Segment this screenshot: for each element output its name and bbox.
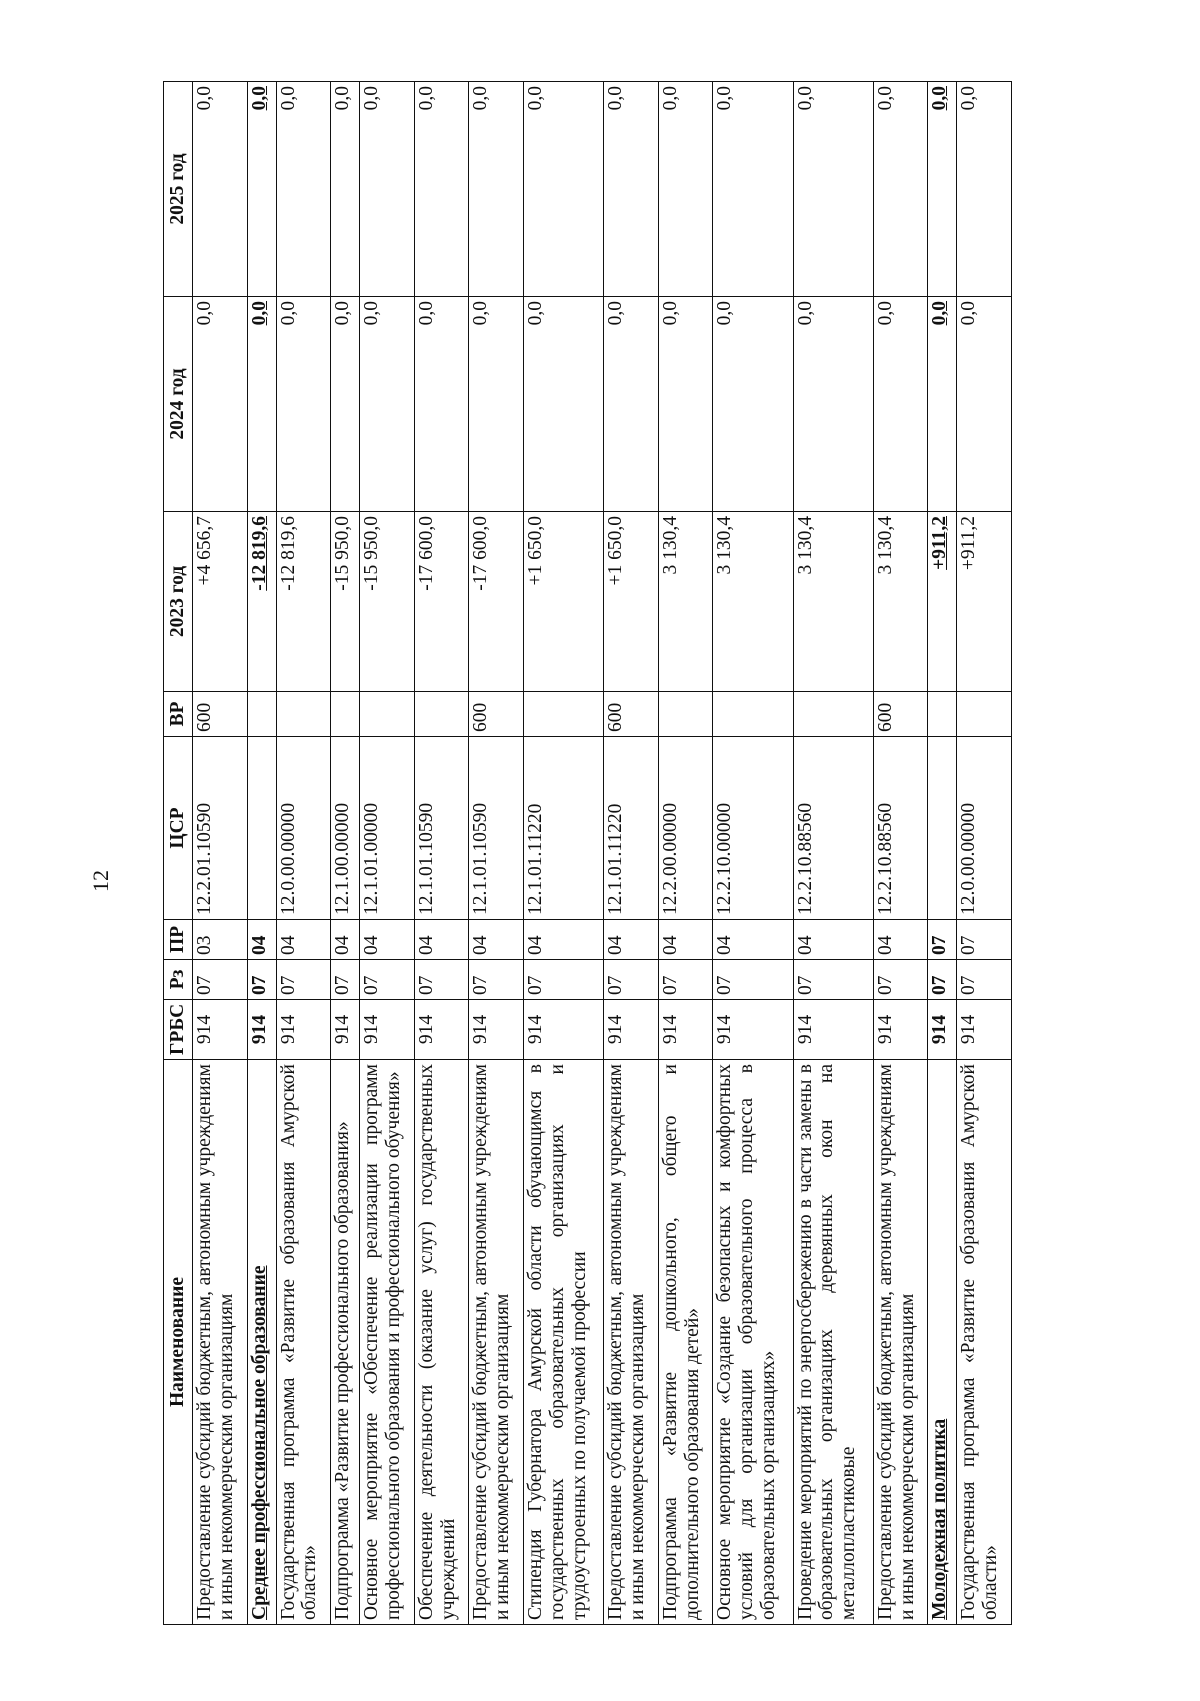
cell-grbs: 914 xyxy=(713,1000,793,1060)
table-row xyxy=(247,82,276,1625)
cell-rz: 07 xyxy=(193,960,248,1000)
cell-name: Молодежная политика xyxy=(928,1060,957,1625)
cell-2023: +1 650,0 xyxy=(604,512,659,692)
cell-2023: 3 130,4 xyxy=(713,512,793,692)
cell-vr: 600 xyxy=(604,692,659,737)
cell-pr: 03 xyxy=(193,920,248,960)
cell-rz: 07 xyxy=(469,960,524,1000)
cell-rz: 07 xyxy=(414,960,469,1000)
cell-2024: 0,0 xyxy=(247,297,276,512)
cell-2025: 0,0 xyxy=(414,82,469,297)
cell-name: Государственная программа «Развитие образования Амурской области» xyxy=(957,1060,1012,1625)
cell-2025: 0,0 xyxy=(469,82,524,297)
header-row xyxy=(164,82,193,1625)
header-2023: 2023 год xyxy=(164,512,193,692)
page-number: 12 xyxy=(88,870,113,892)
cell-csr: 12.1.01.10590 xyxy=(469,737,524,920)
cell-pr: 07 xyxy=(928,920,957,960)
table-row xyxy=(957,82,1012,1625)
cell-2024: 0,0 xyxy=(873,297,928,512)
table-row xyxy=(604,82,659,1625)
cell-vr xyxy=(276,692,331,737)
cell-csr: 12.1.00.00000 xyxy=(331,737,360,920)
cell-2024: 0,0 xyxy=(713,297,793,512)
cell-2023: 3 130,4 xyxy=(873,512,928,692)
header-grbs: ГРБС xyxy=(164,1000,193,1060)
header-2025: 2025 год xyxy=(164,82,193,297)
cell-grbs: 914 xyxy=(276,1000,331,1060)
cell-grbs: 914 xyxy=(957,1000,1012,1060)
cell-csr: 12.1.01.00000 xyxy=(360,737,415,920)
cell-2025: 0,0 xyxy=(247,82,276,297)
cell-name: Обеспечение деятельности (оказание услуг) государственных учреждений xyxy=(414,1060,469,1625)
cell-csr: 12.2.10.00000 xyxy=(713,737,793,920)
cell-grbs: 914 xyxy=(873,1000,928,1060)
cell-pr: 04 xyxy=(793,920,873,960)
cell-vr xyxy=(360,692,415,737)
cell-pr: 04 xyxy=(247,920,276,960)
cell-vr: 600 xyxy=(469,692,524,737)
cell-csr: 12.0.00.00000 xyxy=(957,737,1012,920)
cell-2024: 0,0 xyxy=(524,297,604,512)
cell-2023: -17 600,0 xyxy=(469,512,524,692)
cell-2025: 0,0 xyxy=(524,82,604,297)
cell-csr: 12.0.00.00000 xyxy=(276,737,331,920)
cell-2024: 0,0 xyxy=(793,297,873,512)
cell-2023: +911,2 xyxy=(957,512,1012,692)
cell-2025: 0,0 xyxy=(276,82,331,297)
cell-name: Предоставление субсидий бюджетным, автономным учреждениям и иным некоммерческим организациям xyxy=(604,1060,659,1625)
cell-name: Подпрограмма «Развитие профессионального образования» xyxy=(331,1060,360,1625)
cell-vr xyxy=(414,692,469,737)
cell-name: Предоставление субсидий бюджетным, автономным учреждениям и иным некоммерческим организациям xyxy=(193,1060,248,1625)
cell-2025: 0,0 xyxy=(658,82,713,297)
table-row xyxy=(873,82,928,1625)
table-row xyxy=(524,82,604,1625)
cell-name: Предоставление субсидий бюджетным, автономным учреждениям и иным некоммерческим организациям xyxy=(469,1060,524,1625)
cell-2024: 0,0 xyxy=(658,297,713,512)
cell-pr: 04 xyxy=(469,920,524,960)
header-csr: ЦСР xyxy=(164,737,193,920)
table-row xyxy=(360,82,415,1625)
cell-csr xyxy=(928,737,957,920)
cell-rz: 07 xyxy=(928,960,957,1000)
cell-csr: 12.2.01.10590 xyxy=(193,737,248,920)
cell-2024: 0,0 xyxy=(928,297,957,512)
cell-pr: 04 xyxy=(658,920,713,960)
cell-2023: -15 950,0 xyxy=(360,512,415,692)
cell-2024: 0,0 xyxy=(414,297,469,512)
cell-grbs: 914 xyxy=(658,1000,713,1060)
cell-grbs: 914 xyxy=(928,1000,957,1060)
cell-2024: 0,0 xyxy=(469,297,524,512)
cell-vr xyxy=(793,692,873,737)
cell-rz: 07 xyxy=(524,960,604,1000)
cell-grbs: 914 xyxy=(414,1000,469,1060)
cell-2025: 0,0 xyxy=(873,82,928,297)
cell-2025: 0,0 xyxy=(360,82,415,297)
cell-2025: 0,0 xyxy=(928,82,957,297)
cell-2023: -17 600,0 xyxy=(414,512,469,692)
cell-2024: 0,0 xyxy=(957,297,1012,512)
table-row xyxy=(713,82,793,1625)
cell-name: Основное мероприятие «Обеспечение реализации программ профессионального образования и профессионального обучения» xyxy=(360,1060,415,1625)
cell-2023: -12 819,6 xyxy=(276,512,331,692)
cell-pr: 04 xyxy=(604,920,659,960)
header-pr: ПР xyxy=(164,920,193,960)
cell-pr: 07 xyxy=(957,920,1012,960)
cell-name: Проведение мероприятий по энергосбережению в части замены в образовательных организациях деревянных окон на металлопластиковые xyxy=(793,1060,873,1625)
cell-vr xyxy=(713,692,793,737)
cell-2024: 0,0 xyxy=(276,297,331,512)
cell-grbs: 914 xyxy=(331,1000,360,1060)
cell-csr: 12.1.01.10590 xyxy=(414,737,469,920)
cell-rz: 07 xyxy=(276,960,331,1000)
cell-vr xyxy=(247,692,276,737)
cell-rz: 07 xyxy=(873,960,928,1000)
cell-rz: 07 xyxy=(713,960,793,1000)
cell-2025: 0,0 xyxy=(331,82,360,297)
cell-2023: +1 650,0 xyxy=(524,512,604,692)
cell-name: Государственная программа «Развитие образования Амурской области» xyxy=(276,1060,331,1625)
cell-grbs: 914 xyxy=(524,1000,604,1060)
cell-pr: 04 xyxy=(331,920,360,960)
cell-2023: +911,2 xyxy=(928,512,957,692)
cell-vr xyxy=(524,692,604,737)
cell-name: Предоставление субсидий бюджетным, автономным учреждениям и иным некоммерческим организациям xyxy=(873,1060,928,1625)
header-2024: 2024 год xyxy=(164,297,193,512)
cell-rz: 07 xyxy=(360,960,415,1000)
table-row xyxy=(414,82,469,1625)
cell-vr xyxy=(658,692,713,737)
cell-csr: 12.2.00.00000 xyxy=(658,737,713,920)
cell-name: Среднее профессиональное образование xyxy=(247,1060,276,1625)
cell-vr: 600 xyxy=(193,692,248,737)
cell-pr: 04 xyxy=(873,920,928,960)
header-vr: ВР xyxy=(164,692,193,737)
cell-vr xyxy=(957,692,1012,737)
cell-2024: 0,0 xyxy=(331,297,360,512)
table-row xyxy=(928,82,957,1625)
cell-pr: 04 xyxy=(524,920,604,960)
cell-rz: 07 xyxy=(793,960,873,1000)
cell-csr xyxy=(247,737,276,920)
cell-grbs: 914 xyxy=(469,1000,524,1060)
cell-2023: +4 656,7 xyxy=(193,512,248,692)
header-name: Наименование xyxy=(164,1060,193,1625)
cell-pr: 04 xyxy=(276,920,331,960)
cell-rz: 07 xyxy=(658,960,713,1000)
cell-vr: 600 xyxy=(873,692,928,737)
cell-csr: 12.2.10.88560 xyxy=(873,737,928,920)
table-row xyxy=(193,82,248,1625)
cell-pr: 04 xyxy=(713,920,793,960)
cell-vr xyxy=(928,692,957,737)
cell-csr: 12.1.01.11220 xyxy=(604,737,659,920)
cell-grbs: 914 xyxy=(247,1000,276,1060)
cell-vr xyxy=(331,692,360,737)
cell-2023: 3 130,4 xyxy=(793,512,873,692)
table-row xyxy=(276,82,331,1625)
cell-name: Основное мероприятие «Создание безопасных и комфортных условий для организации образовательного процесса в образовательных организациях» xyxy=(713,1060,793,1625)
cell-csr: 12.1.01.11220 xyxy=(524,737,604,920)
cell-2025: 0,0 xyxy=(957,82,1012,297)
table-row xyxy=(658,82,713,1625)
cell-name: Стипендия Губернатора Амурской области обучающимся в государственных образовательных организациях и трудоустроенных по получаемой профессии xyxy=(524,1060,604,1625)
cell-2025: 0,0 xyxy=(713,82,793,297)
table-row xyxy=(331,82,360,1625)
budget-table xyxy=(163,81,1012,1625)
cell-2024: 0,0 xyxy=(360,297,415,512)
cell-2024: 0,0 xyxy=(193,297,248,512)
cell-grbs: 914 xyxy=(604,1000,659,1060)
cell-grbs: 914 xyxy=(360,1000,415,1060)
table-row xyxy=(793,82,873,1625)
cell-2025: 0,0 xyxy=(604,82,659,297)
cell-2024: 0,0 xyxy=(604,297,659,512)
table-body xyxy=(193,82,1012,1625)
cell-2025: 0,0 xyxy=(793,82,873,297)
table-row xyxy=(469,82,524,1625)
cell-grbs: 914 xyxy=(793,1000,873,1060)
cell-rz: 07 xyxy=(331,960,360,1000)
cell-rz: 07 xyxy=(247,960,276,1000)
cell-2023: -15 950,0 xyxy=(331,512,360,692)
cell-pr: 04 xyxy=(414,920,469,960)
cell-rz: 07 xyxy=(604,960,659,1000)
cell-csr: 12.2.10.88560 xyxy=(793,737,873,920)
cell-name: Подпрограмма «Развитие дошкольного, общего и дополнительного образования детей» xyxy=(658,1060,713,1625)
header-rz: Рз xyxy=(164,960,193,1000)
cell-pr: 04 xyxy=(360,920,415,960)
cell-2025: 0,0 xyxy=(193,82,248,297)
rotated-table-container xyxy=(163,82,1012,1625)
cell-grbs: 914 xyxy=(193,1000,248,1060)
cell-2023: 3 130,4 xyxy=(658,512,713,692)
cell-2023: -12 819,6 xyxy=(247,512,276,692)
cell-rz: 07 xyxy=(957,960,1012,1000)
